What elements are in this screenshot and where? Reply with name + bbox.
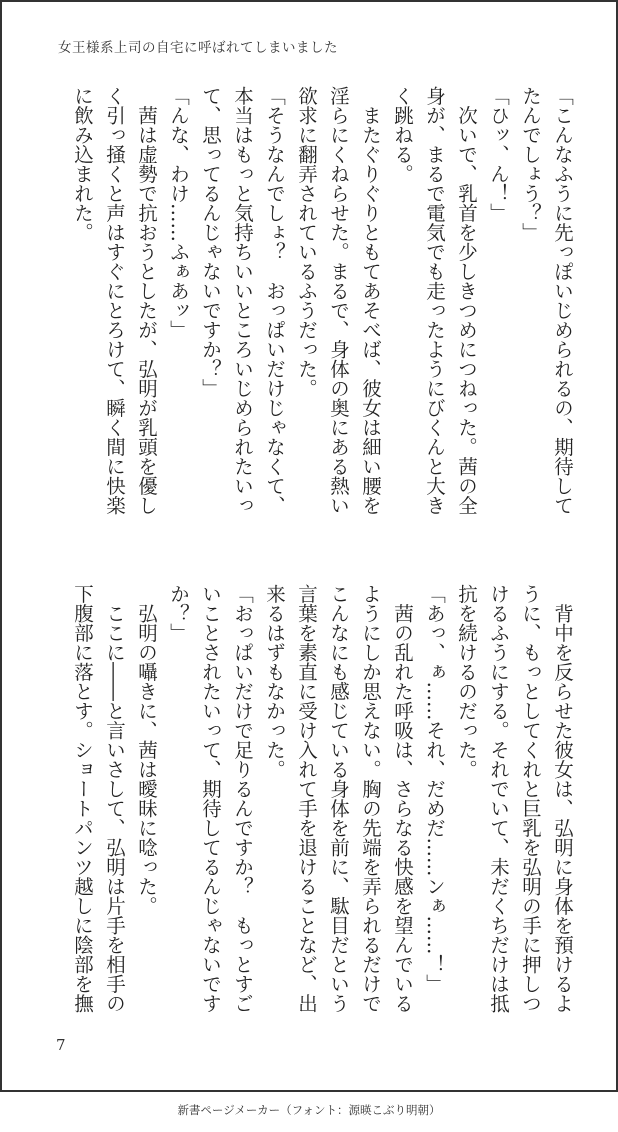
- text-column: て、思ってるんじゃないですか？」: [199, 86, 222, 398]
- text-column: うに、もっとしてくれと巨乳を弘明の手に押しつ: [519, 584, 542, 1013]
- text-column: 「こんなふうに先っぽいじめられるの、期待して: [551, 86, 574, 515]
- text-column: 「あっ、ぁ……それ、だめだ……ンぁ……！」: [423, 584, 446, 994]
- text-column: 茜は虚勢で抗おうとしたが、弘明が乳頭を優し: [135, 86, 158, 515]
- text-column: に飲み込まれた。: [71, 86, 94, 242]
- text-column: たんでしょう？」: [519, 86, 542, 242]
- page-number: 7: [56, 1036, 66, 1054]
- text-column: 淫らにくねらせた。まるで、身体の奥にある熱い: [327, 86, 350, 515]
- text-block-upper: [58, 86, 578, 526]
- text-column: 言葉を素直に受け入れて手を退けることなど、出: [295, 584, 318, 1013]
- text-column: 「んな、わけ……ふぁあッ」: [167, 86, 190, 340]
- footer-caption: 新書ページメーカー（フォント：源暎こぶり明朝）: [177, 1103, 441, 1117]
- text-column: か？」: [167, 584, 190, 643]
- text-column: またぐりぐりともてあそべば、彼女は細い腰を: [359, 86, 382, 515]
- text-column: 背中を反らせた彼女は、弘明に身体を預けるよ: [551, 584, 574, 1013]
- text-column: 下腹部に落とす。ショートパンツ越しに陰部を撫: [71, 584, 94, 1013]
- text-column: ようにしか思えない。胸の先端を弄られるだけで: [359, 584, 382, 1013]
- text-block-lower: [58, 584, 578, 1024]
- text-column: 身が、まるで電気でも走ったようにびくんと大き: [423, 86, 446, 515]
- text-column: 欲求に翻弄されているふうだった。: [295, 86, 318, 398]
- text-column: けるふうにする。それでいて、未だくちだけは抵: [487, 584, 510, 1013]
- text-column: 「そうなんでしょ？ おっぱいだけじゃなくて、: [263, 86, 286, 515]
- text-column: 来るはずもなかった。: [263, 584, 286, 779]
- text-column: 茜の乱れた呼吸は、さらなる快感を望んでいる: [391, 584, 414, 1013]
- text-column: く引っ掻くと声はすぐにとろけて、瞬く間に快楽: [103, 86, 126, 515]
- text-column: 次いで、乳首を少しきつめにつねった。茜の全: [455, 86, 478, 515]
- running-title: 女王様系上司の自宅に呼ばれてしまいました: [58, 40, 338, 56]
- text-column: 本当はもっと気持ちいいところいじめられたいっ: [231, 86, 254, 515]
- text-column: 「ひッ、ん！」: [487, 86, 510, 223]
- text-column: く跳ねる。: [391, 86, 414, 184]
- text-column: こんなにも感じている身体を前に、駄目だという: [327, 584, 350, 1013]
- text-column: 「おっぱいだけで足りるんですか？ もっとすご: [231, 584, 254, 1013]
- text-column: 弘明の囁きに、茜は曖昧に唸った。: [135, 584, 158, 916]
- text-column: ここに――と言いさして、弘明は片手を相手の: [103, 584, 126, 1013]
- text-column: いことされたいって、期待してるんじゃないです: [199, 584, 222, 1013]
- text-column: 抗を続けるのだった。: [455, 584, 478, 779]
